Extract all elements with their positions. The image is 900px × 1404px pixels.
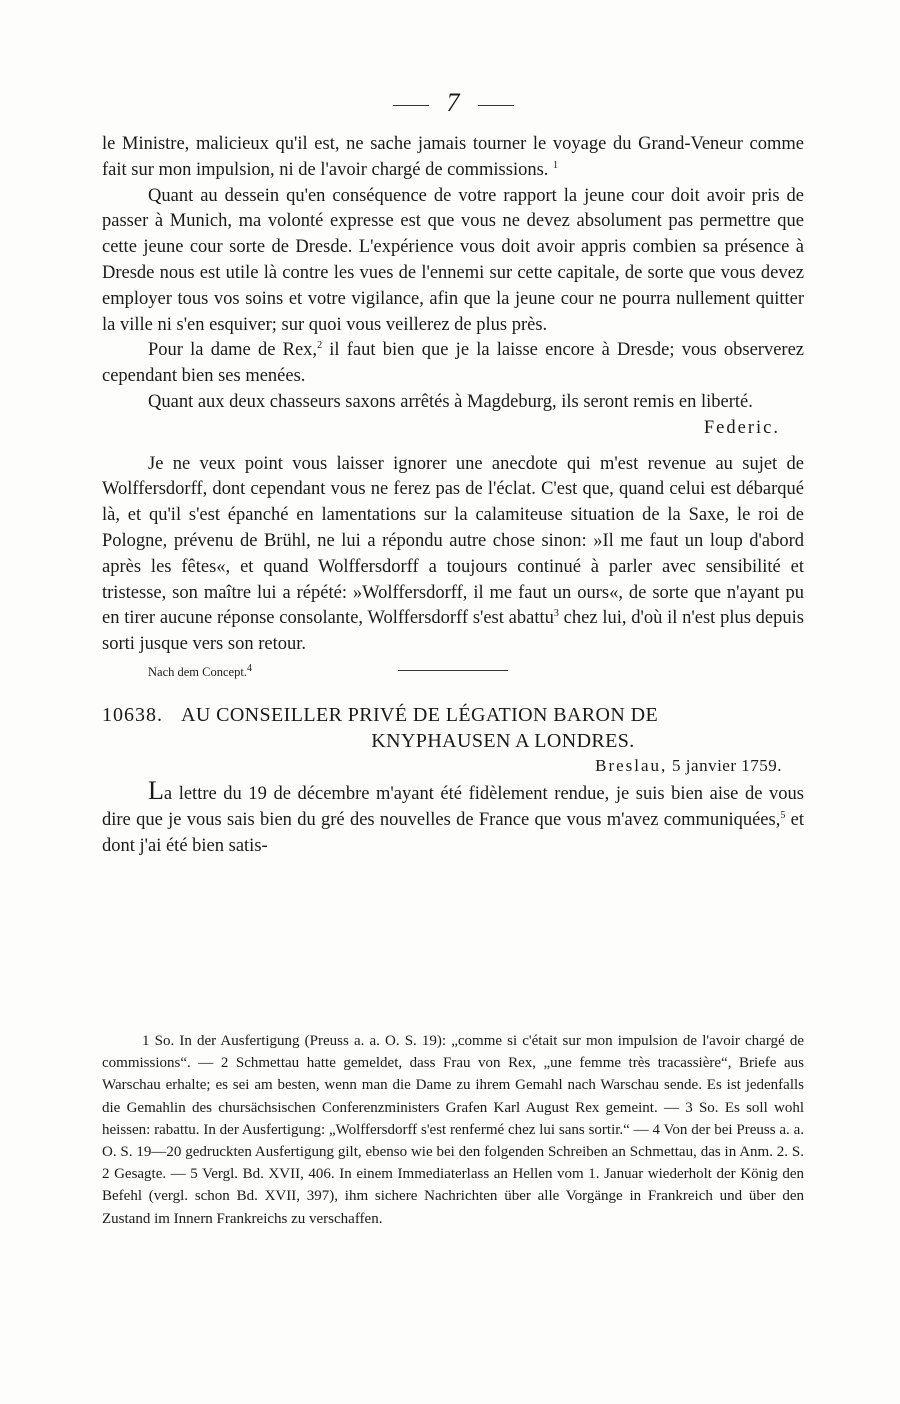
- paragraph-3: Pour la dame de Rex,$^2$ il faut bien que je la laisse encore à Dresde; vous observerez cependant bien ses menées.: [102, 340, 804, 387]
- footnotes-text: 1 So. In der Ausfertigung (Preuss a. a. O. S. 19): „comme si c'était sur mon impulsion de l'avoir chargé de commissions“. — 2 Schmettau hatte gemeldet, dass Frau von Rex, „une femme très tracassière“, Briefe aus Warschau erhalte; es sei am besten, wenn man die Dame zu ihrem Gemahl nach Warschau sende. Es ist jedenfalls die Gemahlin des chursächsischen Conferenzministers Grafen Karl August Rex gemeint. — 3 So. Es soll wohl heissen: rabattu. In der Ausfertigung: „Wolffersdorff s'est renfermé chez lui sans sortir.“ — 4 Von der bei Preuss a. a. O. S. 19—20 gedruckten Ausfertigung gilt, ebenso wie bei den folgenden Schreiben an Schmettau, das in Anm. 2. S. 2 Gesagte. — 5 Vergl. Bd. XVII, 406. In einem Immediaterlass an Hellen vom 1. Januar wiederholt der König den Befehl (vergl. schon Bd. XVII, 397), ihm sichere Nachrichten über alle Vorgänge in Frankreich und über den Zustand im Innern Frankreichs zu verschaffen.: [102, 1033, 804, 1227]
- letter-text: La lettre du 19 de décembre m'ayant été fidèlement rendue, je suis bien aise de vous dire que je vous sais bien du gré des nouvelles de France que vous m'avez communiquées,$^5$ et dont j'ai été bien satis-: [102, 775, 805, 856]
- document-heading: [102, 702, 804, 754]
- section-divider: [398, 670, 508, 671]
- dateline: [102, 754, 804, 778]
- signature: Federic.: [703, 417, 780, 438]
- paragraph-5: Je ne veux point vous laisser ignorer une anecdote qui m'est revenue au sujet de Wolffersdorff, dont cependant vous ne ferez pas de l'éclat. C'est que, quand celui est débarqué là, et qu'il s'est épanché en lamentations sur la calamiteuse situation de la Saxe, le roi de Pologne, prévenu de Brühl, ne lui a répondu autre chose sinon: »Il me faut un loup d'abord après les fêtes«, et quand Wolffersdorff a toujours continué à parler avec sensibilité et tristesse, son maître lui a répété: »Wolffersdorff, il me faut un ours«, de sorte que n'ayant pu en tirer aucune réponse consolante, Wolffersdorff s'est abattu$^3$ chez lui, d'où il n'est plus depuis sorti jusque vers son retour.: [102, 453, 804, 655]
- page-header: [102, 88, 804, 118]
- footnote-ref-4: 4: [246, 662, 252, 674]
- initial-letter: L: [148, 775, 164, 805]
- paragraph-1: le Ministre, malicieux qu'il est, ne sache jamais tourner le voyage du Grand-Veneur comme fait sur mon impulsion, ni de l'avoir chargé de commissions. $^1$: [102, 134, 804, 180]
- source-note: Nach dem Concept.$^4$: [148, 662, 252, 679]
- footnotes: [102, 1030, 804, 1230]
- source-row: [102, 658, 804, 684]
- header-rule-left: [393, 105, 429, 106]
- footnote-ref-2: 2: [317, 340, 323, 352]
- spacer: [102, 442, 804, 452]
- dateline-date: 5 janvier 1759.: [672, 755, 782, 775]
- footnote-ref-5: 5: [780, 809, 786, 821]
- heading-line-2: KNYPHAUSEN A LONDRES.: [371, 729, 635, 752]
- footnote-ref-3: 3: [553, 608, 559, 620]
- paragraph-2: Quant au dessein qu'en conséquence de votre rapport la jeune cour doit avoir pris de passer à Munich, ma volonté expresse est que vous ne devez absolument pas permettre que cette jeune cour sorte de Dresde. L'expérience vous doit avoir appris combien sa présence à Dresde nous est utile là contre les vues de l'ennemi sur cette capitale, de sorte que vous devez employer tous vos soins et votre vigilance, afin que la jeune cour ne pourra nullement quitter la ville ni s'en esquiver; sur quoi vous veillerez de plus près.: [102, 185, 804, 335]
- paragraph-4: Quant aux deux chasseurs saxons arrêtés à Magdeburg, ils seront remis en liberté.: [148, 391, 753, 412]
- header-rule-right: [478, 105, 514, 106]
- page-number: 7: [446, 88, 460, 117]
- footnote-ref-1: 1: [553, 159, 559, 171]
- dateline-place: Breslau,: [595, 755, 668, 775]
- main-text: [102, 132, 804, 859]
- document-number: 10638.: [102, 703, 163, 726]
- heading-line-1: AU CONSEILLER PRIVÉ DE LÉGATION BARON DE: [181, 703, 659, 726]
